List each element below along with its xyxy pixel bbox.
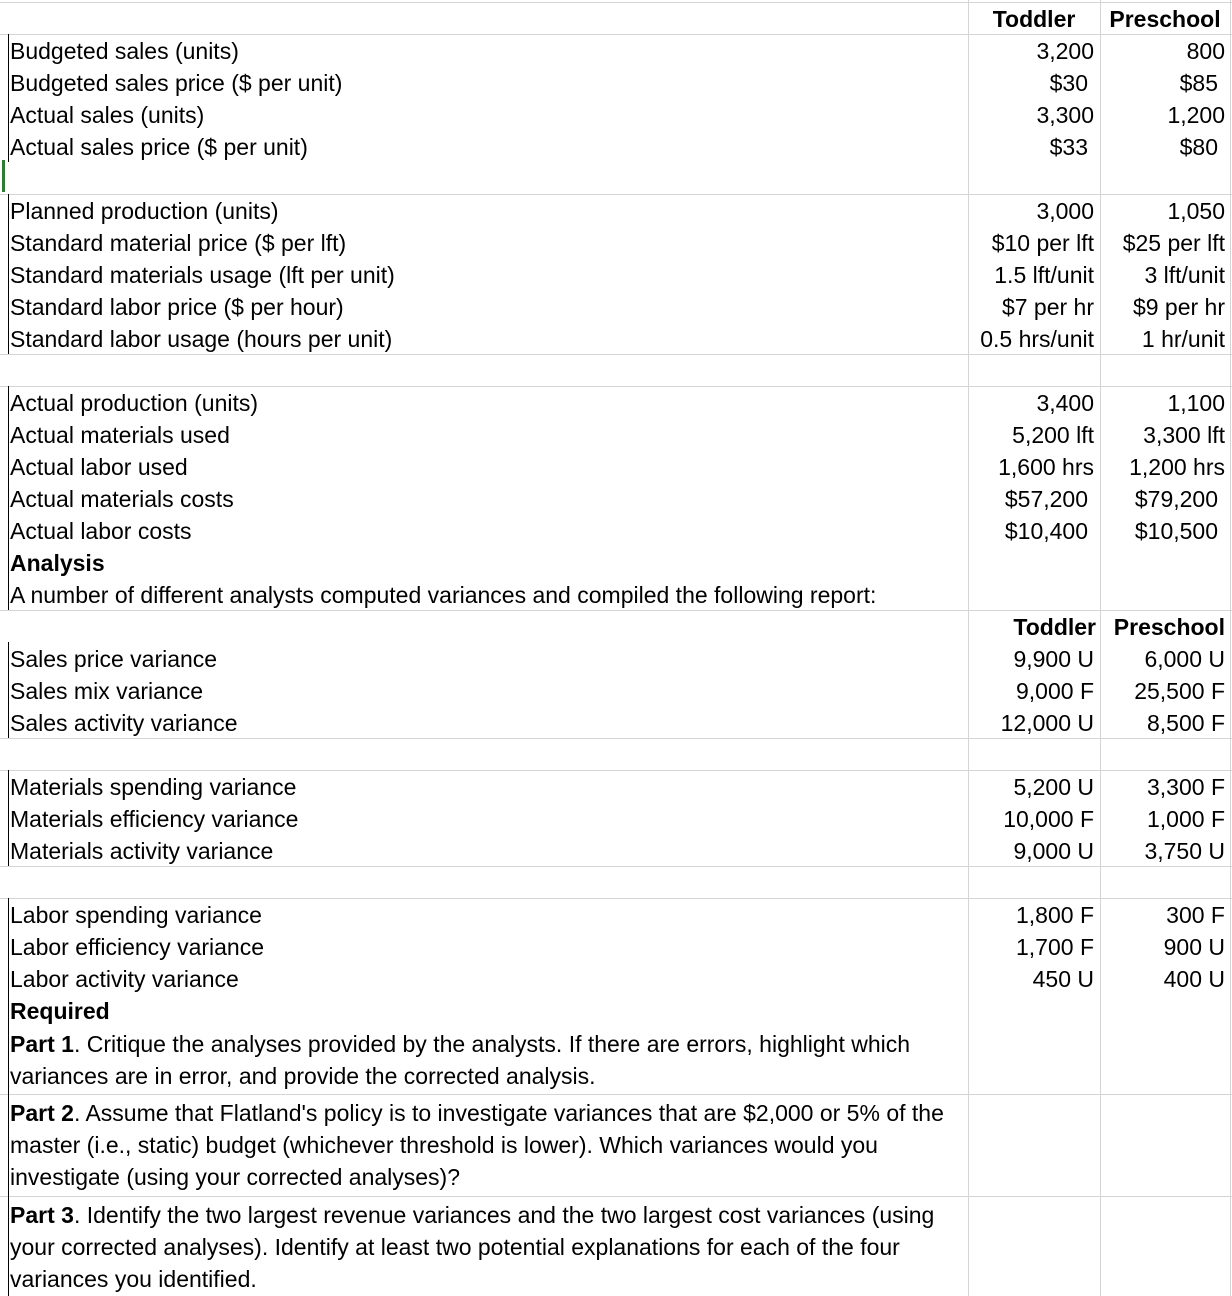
table-row bbox=[0, 323, 1232, 355]
header-row bbox=[0, 611, 1232, 643]
preschool-value[interactable]: $25 per lft bbox=[1122, 230, 1225, 256]
toddler-value[interactable]: $7 per hr bbox=[1001, 294, 1094, 320]
toddler-value[interactable]: $10,400 bbox=[1004, 518, 1088, 544]
toddler-value[interactable]: 1,700 F bbox=[1016, 934, 1094, 960]
required-part-row bbox=[0, 1096, 1232, 1196]
row-label[interactable]: Budgeted sales (units) bbox=[10, 38, 239, 64]
table-row bbox=[0, 963, 1232, 995]
row-label[interactable]: Sales mix variance bbox=[10, 678, 204, 704]
table-row bbox=[0, 35, 1232, 67]
row-label[interactable]: Labor spending variance bbox=[10, 902, 262, 928]
row-label[interactable]: Materials activity variance bbox=[10, 838, 274, 864]
table-row bbox=[0, 707, 1232, 739]
preschool-value[interactable]: 1,000 F bbox=[1147, 806, 1225, 832]
toddler-value[interactable]: $10 per lft bbox=[991, 230, 1094, 256]
toddler-value[interactable]: 12,000 U bbox=[1000, 710, 1094, 736]
row-label[interactable]: Labor efficiency variance bbox=[10, 934, 264, 960]
column-header-toddler[interactable]: Toddler bbox=[992, 6, 1076, 32]
table-row bbox=[0, 643, 1232, 675]
preschool-value[interactable]: $80 bbox=[1179, 134, 1218, 160]
part-label: Part 3 bbox=[10, 1202, 74, 1228]
toddler-value[interactable]: $33 bbox=[1049, 134, 1088, 160]
table-row bbox=[0, 387, 1232, 419]
row-label[interactable]: Materials efficiency variance bbox=[10, 806, 299, 832]
preschool-value[interactable]: 1,050 bbox=[1167, 198, 1225, 224]
column-header-preschool[interactable]: Preschool bbox=[1113, 614, 1225, 640]
preschool-value[interactable]: 300 F bbox=[1166, 902, 1225, 928]
row-label[interactable]: Planned production (units) bbox=[10, 198, 279, 224]
toddler-value[interactable]: 450 U bbox=[1032, 966, 1094, 992]
row-label[interactable]: Standard material price ($ per lft) bbox=[10, 230, 347, 256]
row-label[interactable]: Standard materials usage (lft per unit) bbox=[10, 262, 395, 288]
row-label[interactable]: Standard labor price ($ per hour) bbox=[10, 294, 344, 320]
table-row bbox=[0, 99, 1232, 131]
table-row bbox=[0, 803, 1232, 835]
table-row bbox=[0, 899, 1232, 931]
table-row bbox=[0, 131, 1232, 163]
preschool-value[interactable]: $10,500 bbox=[1134, 518, 1218, 544]
table-row bbox=[0, 419, 1232, 451]
part-label: Part 2 bbox=[10, 1100, 74, 1126]
toddler-value[interactable]: 9,000 U bbox=[1013, 838, 1094, 864]
row-label[interactable]: Actual sales price ($ per unit) bbox=[10, 134, 308, 160]
toddler-value[interactable]: 1.5 lft/unit bbox=[994, 262, 1094, 288]
row-label[interactable]: Materials spending variance bbox=[10, 774, 297, 800]
required-part-3[interactable] bbox=[8, 1198, 958, 1296]
preschool-value[interactable]: 800 bbox=[1186, 38, 1225, 64]
table-row bbox=[0, 835, 1232, 867]
preschool-value[interactable]: $9 per hr bbox=[1132, 294, 1225, 320]
preschool-value[interactable]: 1,200 bbox=[1167, 102, 1225, 128]
row-label[interactable]: Actual labor used bbox=[10, 454, 188, 480]
preschool-value[interactable]: 3,750 U bbox=[1144, 838, 1225, 864]
grid-divider bbox=[0, 1196, 1232, 1197]
analysis-heading-row bbox=[0, 547, 1232, 579]
required-heading-row bbox=[0, 995, 1232, 1027]
part-text: . Critique the analyses provided by the analysts. If there are errors, highlight which variances are in error, and provide the corrected analysis. bbox=[10, 1031, 911, 1089]
preschool-value[interactable]: $85 bbox=[1179, 70, 1218, 96]
row-label[interactable]: Standard labor usage (hours per unit) bbox=[10, 326, 393, 352]
row-label[interactable]: Actual sales (units) bbox=[10, 102, 205, 128]
required-part-row bbox=[0, 1198, 1232, 1296]
toddler-value[interactable]: 10,000 F bbox=[1003, 806, 1094, 832]
preschool-value[interactable]: 400 U bbox=[1163, 966, 1225, 992]
table-row bbox=[0, 771, 1232, 803]
preschool-value[interactable]: 3 lft/unit bbox=[1144, 262, 1225, 288]
row-label[interactable]: Actual production (units) bbox=[10, 390, 259, 416]
row-label[interactable]: Actual materials used bbox=[10, 422, 230, 448]
preschool-value[interactable]: 25,500 F bbox=[1134, 678, 1225, 704]
required-heading[interactable]: Required bbox=[10, 998, 110, 1024]
toddler-value[interactable]: 3,000 bbox=[1036, 198, 1094, 224]
header-row bbox=[0, 3, 1232, 35]
toddler-value[interactable]: 3,300 bbox=[1036, 102, 1094, 128]
row-label[interactable]: Actual materials costs bbox=[10, 486, 234, 512]
toddler-value[interactable]: 5,200 lft bbox=[1012, 422, 1094, 448]
toddler-value[interactable]: 9,900 U bbox=[1013, 646, 1094, 672]
required-part-2[interactable] bbox=[8, 1096, 958, 1196]
table-row bbox=[0, 195, 1232, 227]
preschool-value[interactable]: 3,300 lft bbox=[1143, 422, 1225, 448]
table-row bbox=[0, 675, 1232, 707]
row-label[interactable]: Actual labor costs bbox=[10, 518, 192, 544]
preschool-value[interactable]: 1,100 bbox=[1167, 390, 1225, 416]
toddler-value[interactable]: 5,200 U bbox=[1013, 774, 1094, 800]
table-row bbox=[0, 483, 1232, 515]
row-label[interactable]: Sales price variance bbox=[10, 646, 218, 672]
toddler-value[interactable]: 1,600 hrs bbox=[998, 454, 1094, 480]
required-part-row bbox=[0, 1027, 1232, 1095]
table-row bbox=[0, 67, 1232, 99]
row-label[interactable]: Sales activity variance bbox=[10, 710, 238, 736]
toddler-value[interactable]: 3,200 bbox=[1036, 38, 1094, 64]
table-row bbox=[0, 931, 1232, 963]
part-text: . Assume that Flatland's policy is to investigate variances that are $2,000 or 5% of the master (i.e., static) budget (whichever threshold is lower). Which variances would you investigate (using your corrected analyses)? bbox=[10, 1100, 944, 1190]
preschool-value[interactable]: 900 U bbox=[1163, 934, 1225, 960]
toddler-value[interactable]: 3,400 bbox=[1036, 390, 1094, 416]
active-cell-marker bbox=[2, 160, 5, 192]
table-row bbox=[0, 227, 1232, 259]
preschool-value[interactable]: 8,500 F bbox=[1147, 710, 1225, 736]
preschool-value[interactable]: 6,000 U bbox=[1144, 646, 1225, 672]
toddler-value[interactable]: $57,200 bbox=[1004, 486, 1088, 512]
preschool-value[interactable]: 1 hr/unit bbox=[1141, 326, 1225, 352]
preschool-value[interactable]: 3,300 F bbox=[1147, 774, 1225, 800]
preschool-value[interactable]: $79,200 bbox=[1134, 486, 1218, 512]
toddler-value[interactable]: $30 bbox=[1049, 70, 1088, 96]
toddler-value[interactable]: 9,000 F bbox=[1016, 678, 1094, 704]
part-text: . Identify the two largest revenue variances and the two largest cost variances (using your corrected analyses). Identify at least two potential explanations for each of the four variances you identified. bbox=[10, 1202, 935, 1292]
column-header-preschool[interactable]: Preschool bbox=[1109, 6, 1221, 32]
analysis-intro[interactable]: A number of different analysts computed variances and compiled the following report: bbox=[10, 582, 877, 608]
toddler-value[interactable]: 1,800 F bbox=[1016, 902, 1094, 928]
table-row bbox=[0, 259, 1232, 291]
preschool-value[interactable]: 1,200 hrs bbox=[1129, 454, 1225, 480]
column-header-toddler[interactable]: Toddler bbox=[1013, 614, 1096, 640]
row-label[interactable]: Budgeted sales price ($ per unit) bbox=[10, 70, 343, 96]
toddler-value[interactable]: 0.5 hrs/unit bbox=[980, 326, 1094, 352]
part-label: Part 1 bbox=[10, 1031, 74, 1057]
row-label[interactable]: Labor activity variance bbox=[10, 966, 239, 992]
analysis-heading[interactable]: Analysis bbox=[10, 550, 105, 576]
table-row bbox=[0, 451, 1232, 483]
table-row bbox=[0, 515, 1232, 547]
table-row bbox=[0, 291, 1232, 323]
required-part-1[interactable] bbox=[8, 1027, 958, 1095]
analysis-intro-row bbox=[0, 579, 1232, 611]
